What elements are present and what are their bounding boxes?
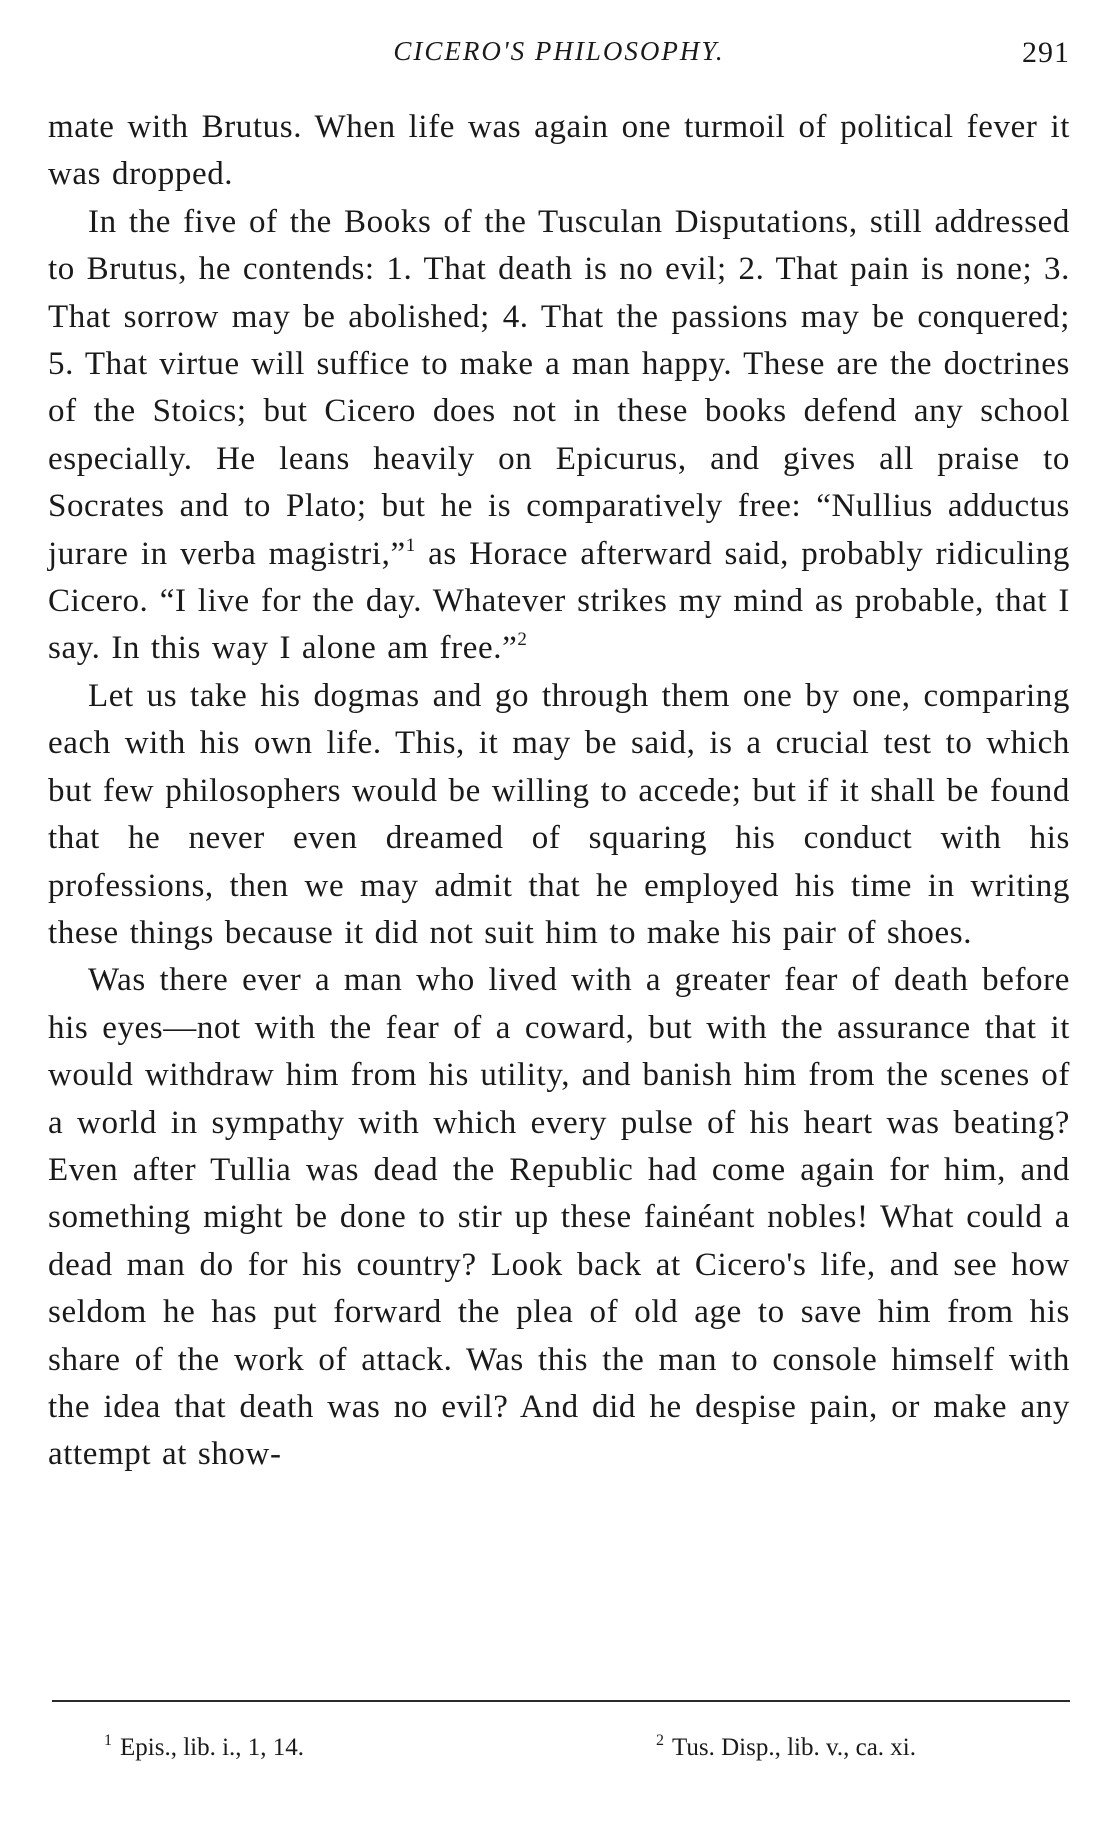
footnote-mark: 1 bbox=[104, 1732, 112, 1749]
footnotes bbox=[48, 1734, 1070, 1774]
footnote-1 bbox=[104, 1734, 304, 1762]
footnote-divider bbox=[52, 1700, 1070, 1702]
paragraph-text: as Horace afterward said, probably ridiculing Cicero. “I live for the day. Whatever strikes my mind as probable, that I say. In this way I alone am free.” bbox=[48, 535, 1070, 667]
running-title: CICERO'S PHILOSOPHY. bbox=[393, 36, 725, 66]
footnote-reference-2: 2 bbox=[517, 629, 528, 651]
page-number: 291 bbox=[1022, 36, 1070, 69]
body-text bbox=[48, 104, 1070, 1479]
paragraph-tusculan bbox=[48, 199, 1070, 673]
paragraph-text: mate with Brutus. When life was again one turmoil of political fever it was dropped. bbox=[48, 109, 1070, 193]
footnote-2 bbox=[656, 1734, 916, 1762]
paragraph-dogmas bbox=[48, 673, 1070, 957]
footnote-text: Tus. Disp., lib. v., ca. xi. bbox=[672, 1734, 917, 1761]
footnote-reference-1: 1 bbox=[405, 534, 416, 556]
paragraph-fear-of-death bbox=[48, 957, 1070, 1478]
footnote-mark: 2 bbox=[656, 1732, 664, 1749]
paragraph-text: Let us take his dogmas and go through them one by one, comparing each with his own life. This, it may be said, is a crucial test to which but few philosophers would be willing to accede; but if it shall be found that he never even dreamed of squaring his conduct with his professions, then we may admit that he employed his time in writing these things because it did not suit him to make his pair of shoes. bbox=[48, 677, 1070, 951]
paragraph-text: In the five of the Books of the Tusculan Disputations, still addressed to Brutus, he contends: 1. That death is no evil; 2. That pain is none; 3. That sorrow may be abolished; 4. That the passions may be conquered; 5. That virtue will suffice to make a man happy. These are the doctrines of the Stoics; but Cicero does not in these books defend any school especially. He leans heavily on Epicurus, and gives all praise to Socrates and to Plato; but he is comparatively free: “Nullius adductus jurare in verba magistri,” bbox=[48, 203, 1070, 572]
footnote-text: Epis., lib. i., 1, 14. bbox=[120, 1734, 305, 1761]
paragraph-text: Was there ever a man who lived with a greater fear of death before his eyes—not with the fear of a coward, but with the assurance that it would withdraw him from his utility, and banish him from the scenes of a world in sympathy with which every pulse of his heart was beating? Even after Tullia was dead the Republic had come again for him, and something might be done to stir up these fainéant nobles! What could a dead man do for his country? Look back at Cicero's life, and see how seldom he has put forward the plea of old age to save him from his share of the work of attack. Was this the man to console himself with the idea that death was no evil? And did he despise pain, or make any attempt at show- bbox=[48, 962, 1070, 1473]
paragraph-continuation bbox=[48, 104, 1070, 199]
running-head bbox=[48, 36, 1070, 76]
